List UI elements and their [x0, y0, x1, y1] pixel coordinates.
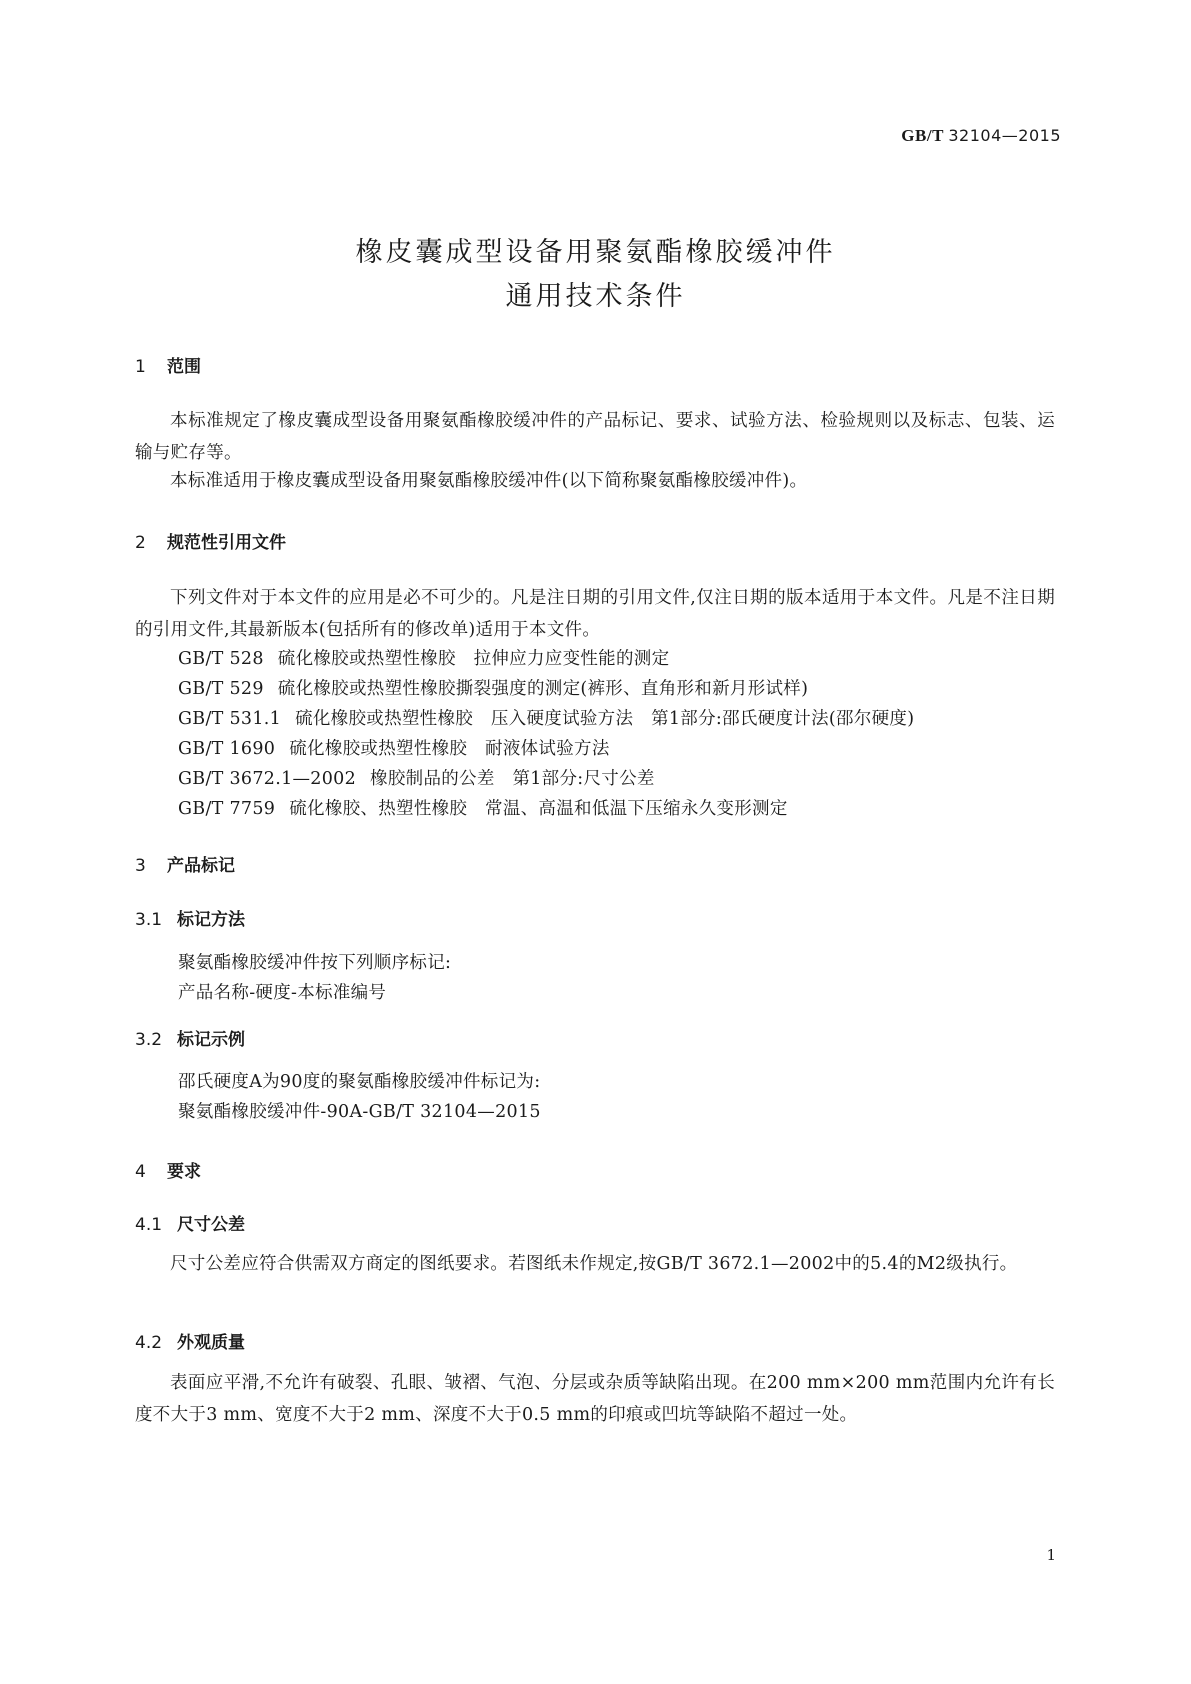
section-2-paragraph: 下列文件对于本文件的应用是必不可少的。凡是注日期的引用文件,仅注日期的版本适用于本文件。凡是不注日期的引用文件,其最新版本(包括所有的修改单)适用于本文件。: [135, 588, 1055, 640]
section-4-1-paragraph: 尺寸公差应符合供需双方商定的图纸要求。若图纸未作规定,按GB/T 3672.1—2002中的5.4的M2级执行。: [170, 1254, 1018, 1274]
section-number: 2: [135, 533, 146, 553]
section-4-2-paragraph: 表面应平滑,不允许有破裂、孔眼、皱褶、气泡、分层或杂质等缺陷出现。在200 mm×200 mm范围内允许有长度不大于3 mm、宽度不大于2 mm、深度不大于0.5 mm的印痕或凹坑等缺陷不超过一处。: [135, 1373, 1055, 1425]
section-3-1-heading: [135, 905, 245, 930]
section-3-2-line-1: 邵氏硬度A为90度的聚氨酯橡胶缓冲件标记为:: [178, 1072, 541, 1092]
reference-code: GB/T 3672.1—2002: [178, 769, 357, 789]
section-3-1-line-2: 产品名称-硬度-本标准编号: [178, 983, 387, 1003]
reference-code: GB/T 529: [178, 679, 264, 699]
subsection-title: 标记示例: [177, 1030, 245, 1050]
reference-title: 硫化橡胶或热塑性橡胶 耐液体试验方法: [289, 739, 610, 759]
document-title-line1: 橡皮囊成型设备用聚氨酯橡胶缓冲件: [355, 237, 836, 268]
reference-item: [178, 765, 655, 790]
page-number: 1: [1046, 1546, 1056, 1564]
section-4-heading: [135, 1157, 201, 1182]
section-title: 规范性引用文件: [167, 533, 286, 553]
reference-title: 硫化橡胶或热塑性橡胶 拉伸应力应变性能的测定: [277, 649, 670, 669]
section-2-heading: [135, 528, 286, 553]
reference-title: 硫化橡胶或热塑性橡胶 压入硬度试验方法 第1部分:邵氏硬度计法(邵尔硬度): [295, 709, 915, 729]
subsection-number: 3.2: [135, 1030, 163, 1050]
reference-code: GB/T 1690: [178, 739, 276, 759]
reference-code: GB/T 531.1: [178, 709, 282, 729]
section-1-paragraph-2: 本标准适用于橡皮囊成型设备用聚氨酯橡胶缓冲件(以下简称聚氨酯橡胶缓冲件)。: [170, 471, 808, 491]
reference-item: [178, 645, 669, 670]
standard-prefix: GB/T: [901, 126, 944, 145]
reference-title: 硫化橡胶或热塑性橡胶撕裂强度的测定(裤形、直角形和新月形试样): [277, 679, 809, 699]
subsection-title: 标记方法: [177, 910, 245, 930]
section-1-paragraph-1: 本标准规定了橡皮囊成型设备用聚氨酯橡胶缓冲件的产品标记、要求、试验方法、检验规则以及标志、包装、运输与贮存等。: [135, 411, 1055, 463]
section-title: 范围: [167, 357, 201, 377]
section-number: 4: [135, 1162, 146, 1182]
standard-number: [901, 126, 1061, 146]
reference-code: GB/T 528: [178, 649, 264, 669]
subsection-title: 尺寸公差: [177, 1215, 245, 1235]
section-title: 产品标记: [167, 856, 235, 876]
section-title: 要求: [167, 1162, 201, 1182]
section-3-2-line-2: 聚氨酯橡胶缓冲件-90A-GB/T 32104—2015: [178, 1102, 541, 1122]
section-3-1-line-1: 聚氨酯橡胶缓冲件按下列顺序标记:: [178, 953, 452, 973]
subsection-number: 4.1: [135, 1215, 163, 1235]
section-4-2-heading: [135, 1328, 245, 1353]
subsection-number: 3.1: [135, 910, 163, 930]
reference-title: 硫化橡胶、热塑性橡胶 常温、高温和低温下压缩永久变形测定: [289, 799, 788, 819]
section-number: 1: [135, 357, 146, 377]
reference-item: [178, 675, 808, 700]
section-number: 3: [135, 856, 146, 876]
reference-item: [178, 705, 914, 730]
section-3-heading: [135, 851, 235, 876]
subsection-title: 外观质量: [177, 1333, 245, 1353]
reference-code: GB/T 7759: [178, 799, 276, 819]
reference-title: 橡胶制品的公差 第1部分:尺寸公差: [370, 769, 655, 789]
reference-item: [178, 795, 788, 820]
document-title-line2: 通用技术条件: [505, 281, 686, 312]
subsection-number: 4.2: [135, 1333, 163, 1353]
reference-item: [178, 735, 610, 760]
section-1-heading: [135, 352, 201, 377]
standard-code: 32104—2015: [948, 126, 1061, 145]
section-4-1-heading: [135, 1210, 245, 1235]
section-3-2-heading: [135, 1025, 245, 1050]
